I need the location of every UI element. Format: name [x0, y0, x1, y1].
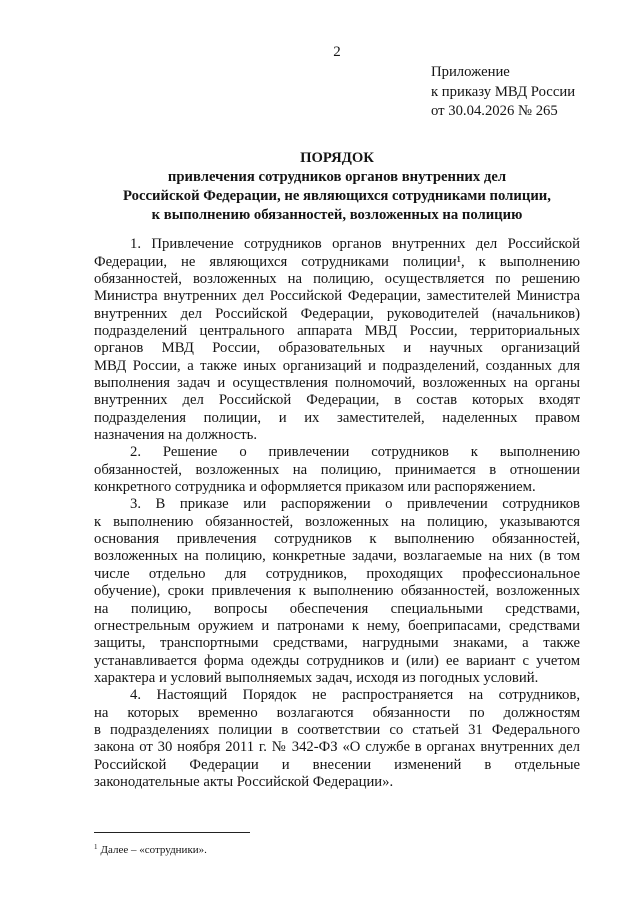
paragraph-line: 3. В приказе или распоряжении о привлечении сотрудников: [130, 496, 580, 513]
paragraph-line: числе отдельно для сотрудников, проходящих профессиональное: [94, 565, 580, 582]
paragraph-line: защиты, транспортными средствами, нагрудными знаками, а также: [94, 635, 580, 652]
footnote-separator: [94, 832, 250, 833]
paragraph-line: Министра внутренних дел Российской Федерации, заместителей Министра: [94, 288, 580, 305]
paragraph-line: назначения на должность.: [94, 427, 258, 444]
page-number: 2: [333, 44, 341, 60]
paragraph-line: внутренних дел Российской Федерации, руководителей (начальников): [94, 305, 580, 322]
paragraph-line: на полицию, вопросы обеспечения специальными средствами,: [94, 600, 580, 617]
paragraph-line: основания привлечения сотрудников к выполнению обязанностей,: [94, 531, 580, 548]
paragraph-line: огнестрельным оружием и патронами к нему, боеприпасами, средствами: [94, 617, 580, 634]
paragraph-3: [94, 496, 580, 687]
paragraph-line: Федерации, не являющихся сотрудниками полиции¹, к выполнению: [94, 253, 580, 270]
paragraph-line: законодательные акты Российской Федерации».: [94, 773, 394, 790]
document-title: ПОРЯДОК: [300, 149, 374, 166]
paragraph-line: 4. Настоящий Порядок не распространяется на сотрудников,: [130, 687, 580, 704]
paragraph-line: возложенных на полицию, конкретные задачи, возлагаемые на них (в том: [94, 548, 580, 565]
footnote-mark: 1: [94, 843, 98, 851]
appendix-label: Приложение: [431, 64, 510, 80]
appendix-header: [431, 63, 575, 122]
document-subtitle-line: к выполнению обязанностей, возложенных на полицию: [151, 206, 523, 223]
paragraph-line: к выполнению обязанностей, возложенных на полицию, указываются: [94, 513, 580, 530]
paragraph-line: характера и условий выполняемых задач, исходя из погодных условий.: [94, 669, 539, 686]
document-heading: [94, 149, 580, 225]
paragraph-line: выполнения задач и осуществления полномочий, возложенных на органы: [94, 375, 580, 392]
paragraph-line: Российской Федерации и внесении изменений в отдельные: [94, 756, 580, 773]
paragraph-line: внутренних дел Российской Федерации, в состав которых входят: [94, 392, 580, 409]
paragraph-line: обучение), сроки привлечения к выполнению обязанностей, возложенных: [94, 583, 580, 600]
paragraph-line: в подразделениях полиции в соответствии со статьей 31 Федерального: [94, 721, 580, 738]
document-body: [94, 236, 580, 791]
paragraph-line: обязанностей, возложенных на полицию, принимается в отношении: [94, 461, 580, 478]
document-subtitle-line: Российской Федерации, не являющихся сотрудниками полиции,: [123, 187, 551, 204]
paragraph-line: 1. Привлечение сотрудников органов внутренних дел Российской: [130, 236, 580, 253]
appendix-date-number: от 30.04.2026 № 265: [431, 103, 558, 119]
appendix-order-ref: к приказу МВД России: [431, 83, 576, 100]
paragraph-1: [94, 236, 580, 444]
paragraph-line: подразделений центрального аппарата МВД России, территориальных: [94, 323, 580, 340]
paragraph-4: [94, 687, 580, 791]
paragraph-line: обязанностей, возложенных на полицию, осуществляется по решению: [94, 270, 580, 287]
paragraph-line: органов МВД России, образовательных и научных организаций: [94, 340, 580, 357]
footnote-text: Далее – «сотрудники».: [100, 844, 207, 856]
paragraph-line: МВД России, а также иных организаций и подразделений, созданных для: [94, 357, 580, 374]
footnote: [94, 843, 207, 857]
paragraph-line: конкретного сотрудника и оформляется приказом или распоряжением.: [94, 479, 536, 496]
document-subtitle-line: привлечения сотрудников органов внутренних дел: [167, 168, 507, 185]
paragraph-line: 2. Решение о привлечении сотрудников к выполнению: [130, 444, 580, 461]
paragraph-2: [94, 444, 580, 496]
paragraph-line: устанавливается форма одежды сотрудников и (или) ее вариант с учетом: [94, 652, 580, 669]
paragraph-line: на которых временно возлагаются обязанности по должностям: [94, 704, 580, 721]
paragraph-line: закона от 30 ноября 2011 г. № 342-ФЗ «О службе в органах внутренних дел: [94, 739, 580, 756]
paragraph-line: подразделения полиции, и их заместителей, наделенных правом: [94, 409, 580, 426]
